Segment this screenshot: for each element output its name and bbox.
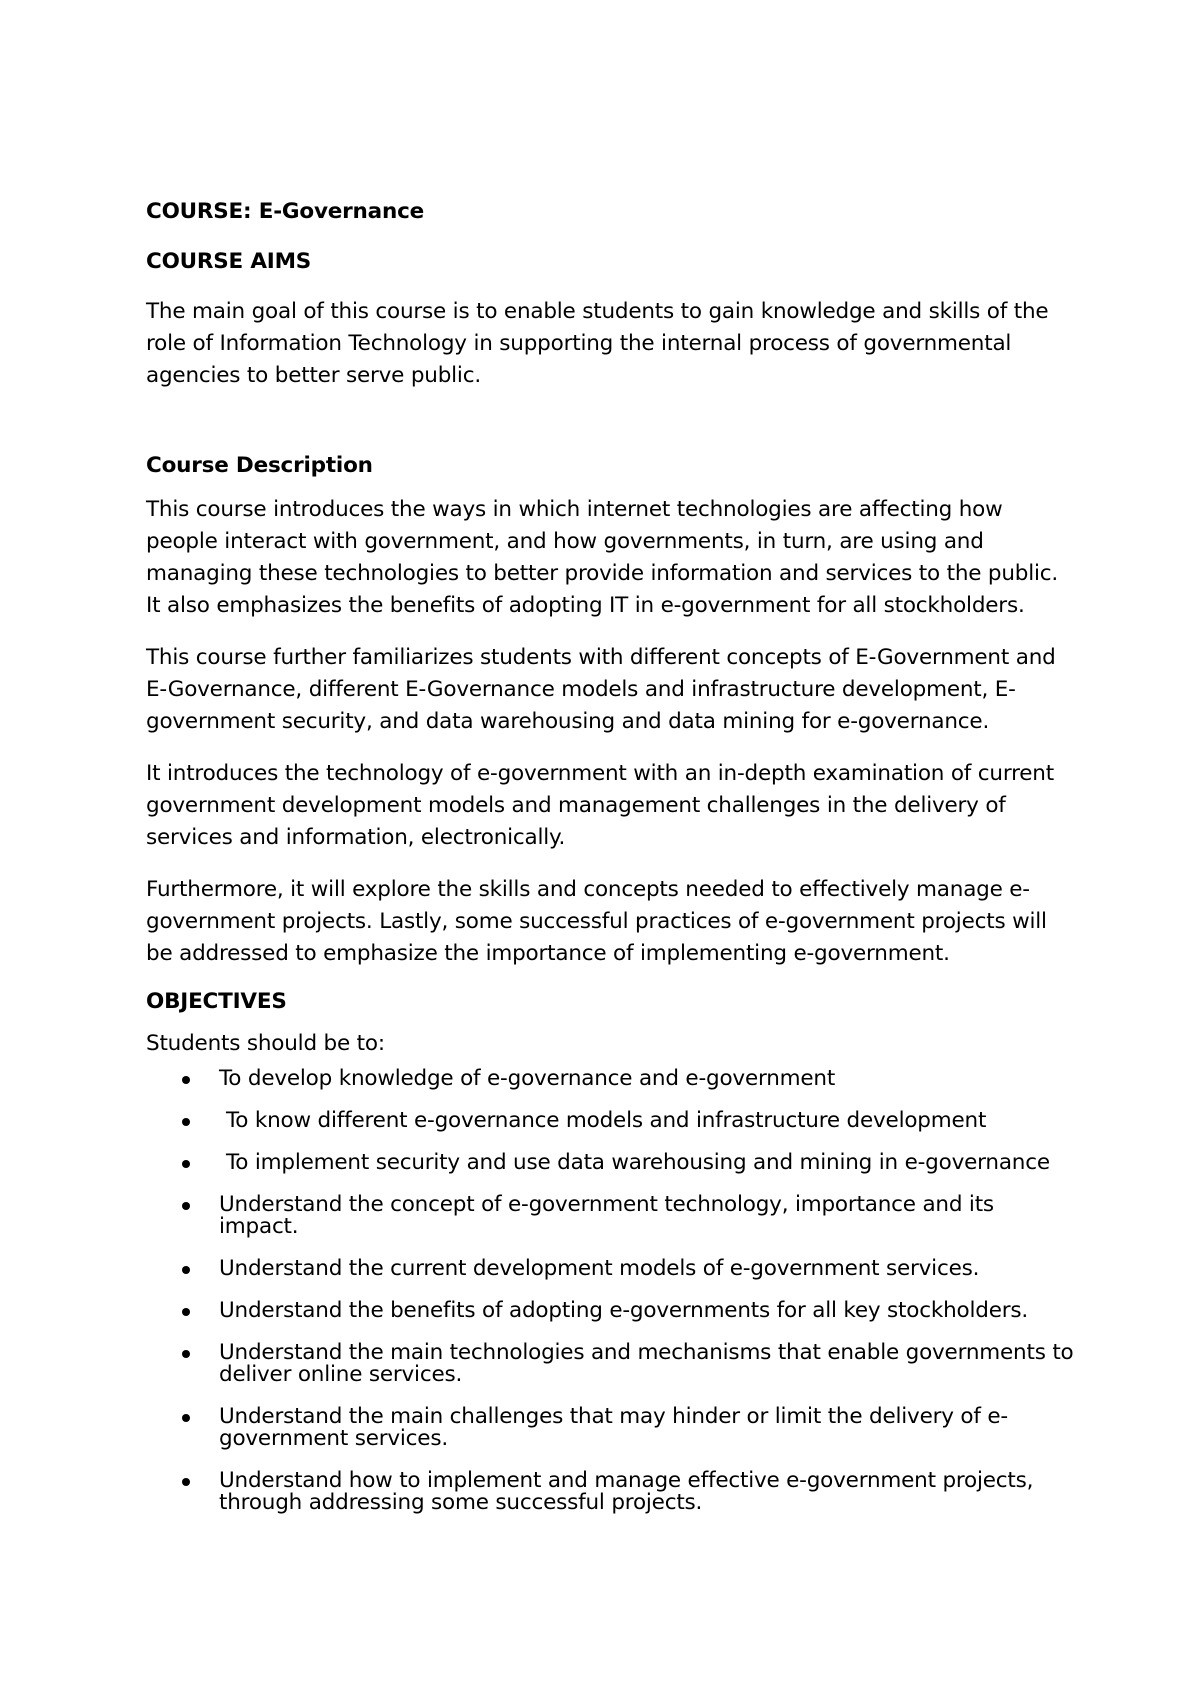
bullet-icon bbox=[182, 1118, 190, 1126]
aims-heading: COURSE AIMS bbox=[146, 249, 312, 274]
objective-text: Understand how to implement and manage effective e-government projects, bbox=[219, 1468, 1034, 1493]
objective-text: To implement security and use data warehousing and mining in e-governance bbox=[226, 1150, 1050, 1175]
objective-text: To develop knowledge of e-governance and e-government bbox=[219, 1066, 836, 1091]
bullet-icon bbox=[182, 1160, 190, 1168]
description-line: It also emphasizes the benefits of adopting IT in e-government for all stockholders. bbox=[146, 593, 1025, 618]
list-item bbox=[146, 1152, 1106, 1174]
list-item bbox=[146, 1470, 1106, 1514]
aims-line: role of Information Technology in supporting the internal process of governmental bbox=[146, 331, 1012, 356]
list-item bbox=[146, 1406, 1106, 1450]
bullet-icon bbox=[182, 1076, 190, 1084]
list-item bbox=[146, 1194, 1106, 1238]
objectives-heading: OBJECTIVES bbox=[146, 989, 287, 1014]
description-paragraph-3 bbox=[146, 758, 1106, 854]
objective-text: Understand the benefits of adopting e-governments for all key stockholders. bbox=[219, 1298, 1029, 1323]
list-item bbox=[146, 1258, 1106, 1280]
objective-text: Understand the current development models of e-government services. bbox=[219, 1256, 980, 1281]
description-line: be addressed to emphasize the importance of implementing e-government. bbox=[146, 941, 950, 966]
objective-text: Understand the main technologies and mechanisms that enable governments to bbox=[219, 1340, 1074, 1365]
description-line: government security, and data warehousing and data mining for e-governance. bbox=[146, 709, 990, 734]
description-paragraph-2 bbox=[146, 642, 1106, 738]
aims-line: agencies to better serve public. bbox=[146, 363, 481, 388]
aims-line: The main goal of this course is to enable students to gain knowledge and skills of the bbox=[146, 299, 1049, 324]
bullet-icon bbox=[182, 1266, 190, 1274]
bullet-icon bbox=[182, 1202, 190, 1210]
list-item bbox=[146, 1342, 1106, 1386]
description-line: Furthermore, it will explore the skills and concepts needed to effectively manage e- bbox=[146, 877, 1030, 902]
description-heading: Course Description bbox=[146, 453, 373, 478]
bullet-icon bbox=[182, 1308, 190, 1316]
objective-text: Understand the main challenges that may hinder or limit the delivery of e- bbox=[219, 1404, 1008, 1429]
description-line: people interact with government, and how governments, in turn, are using and bbox=[146, 529, 984, 554]
course-title: COURSE: E-Governance bbox=[146, 199, 424, 224]
aims-paragraph bbox=[146, 296, 1106, 392]
objectives-list bbox=[146, 1068, 1106, 1514]
objective-text: Understand the concept of e-government technology, importance and its bbox=[219, 1192, 994, 1217]
description-line: government projects. Lastly, some successful practices of e-government projects will bbox=[146, 909, 1047, 934]
bullet-icon bbox=[182, 1414, 190, 1422]
list-item bbox=[146, 1300, 1106, 1322]
description-paragraph-4 bbox=[146, 874, 1106, 970]
description-line: This course introduces the ways in which internet technologies are affecting how bbox=[146, 497, 1003, 522]
description-line: government development models and management challenges in the delivery of bbox=[146, 793, 1006, 818]
objective-text: To know different e-governance models and infrastructure development bbox=[226, 1108, 987, 1133]
document-body bbox=[146, 196, 1106, 1534]
bullet-icon bbox=[182, 1350, 190, 1358]
objective-text: impact. bbox=[219, 1214, 299, 1239]
objectives-intro: Students should be to: bbox=[146, 1031, 385, 1056]
list-item bbox=[146, 1110, 1106, 1132]
objective-text: government services. bbox=[219, 1426, 448, 1451]
objective-text: through addressing some successful projects. bbox=[219, 1490, 703, 1515]
bullet-icon bbox=[182, 1478, 190, 1486]
description-line: It introduces the technology of e-government with an in-depth examination of current bbox=[146, 761, 1054, 786]
description-line: This course further familiarizes students with different concepts of E-Government and bbox=[146, 645, 1056, 670]
description-paragraph-1 bbox=[146, 494, 1106, 622]
objective-text: deliver online services. bbox=[219, 1362, 463, 1387]
description-line: E-Governance, different E-Governance models and infrastructure development, E- bbox=[146, 677, 1016, 702]
list-item bbox=[146, 1068, 1106, 1090]
description-line: managing these technologies to better provide information and services to the public. bbox=[146, 561, 1059, 586]
description-line: services and information, electronically. bbox=[146, 825, 566, 850]
